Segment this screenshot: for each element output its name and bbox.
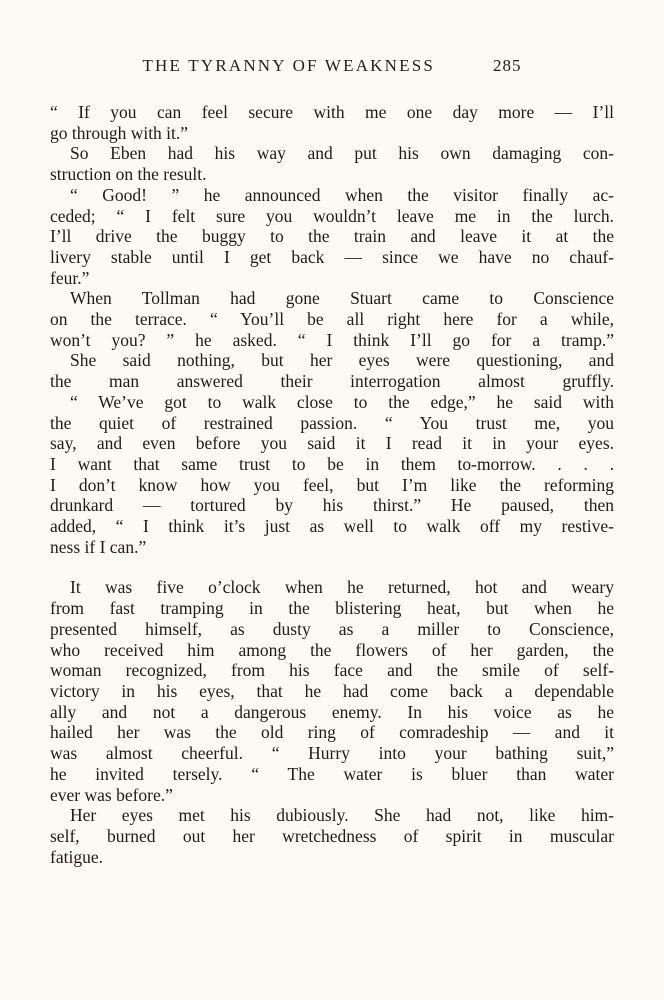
text-line: When Tollman had gone Stuart came to Conscience xyxy=(70,288,614,309)
paragraph xyxy=(50,805,614,867)
paragraph xyxy=(50,288,614,350)
text-line: I’ll drive the buggy to the train and leave it at the xyxy=(50,226,614,247)
text-line: the man answered their interrogation almost gruffly. xyxy=(50,371,614,392)
text-line: was almost cheerful. “ Hurry into your bathing suit,” xyxy=(50,743,614,764)
text-line: on the terrace. “ You’ll be all right here for a while, xyxy=(50,309,614,330)
paragraph xyxy=(50,185,614,289)
text-line: ever was before.” xyxy=(50,784,173,805)
text-line: hailed her was the old ring of comradeship — and it xyxy=(50,722,614,743)
text-line: It was five o’clock when he returned, hot and weary xyxy=(70,577,614,598)
text-line: I don’t know how you feel, but I’m like the reforming xyxy=(50,474,614,495)
text-line: from fast tramping in the blistering heat, but when he xyxy=(50,598,614,619)
text-line: self, burned out her wretchedness of spirit in muscular xyxy=(50,825,614,846)
text-line: who received him among the flowers of her garden, the xyxy=(50,639,614,660)
paragraph xyxy=(50,577,614,805)
text-line: feur.” xyxy=(50,267,90,288)
text-line: “ If you can feel secure with me one day more — I’ll xyxy=(50,102,614,122)
text-line: So Eben had his way and put his own damaging con- xyxy=(70,143,614,164)
text-line: She said nothing, but her eyes were questioning, and xyxy=(70,350,614,371)
page-body xyxy=(50,102,614,867)
text-line: victory in his eyes, that he had come back a dependable xyxy=(50,680,614,701)
running-title: THE TYRANNY OF WEAKNESS xyxy=(142,56,436,75)
text-line: the quiet of restrained passion. “ You trust me, you xyxy=(50,412,614,433)
text-line: presented himself, as dusty as a miller to Conscience, xyxy=(50,618,614,639)
text-line: ceded; “ I felt sure you wouldn’t leave me in the lurch. xyxy=(50,205,614,226)
text-line: ally and not a dangerous enemy. In his voice as he xyxy=(50,701,614,722)
page-header xyxy=(50,56,614,76)
text-line: struction on the result. xyxy=(50,164,207,185)
text-line: livery stable until I get back — since we have no chauf- xyxy=(50,246,614,267)
text-line: “ We’ve got to walk close to the edge,” he said with xyxy=(70,391,614,412)
text-line: drunkard — tortured by his thirst.” He paused, then xyxy=(50,495,614,516)
text-line: he invited tersely. “ The water is bluer than water xyxy=(50,763,614,784)
text-line: woman recognized, from his face and the smile of self- xyxy=(50,660,614,681)
text-line: “ Good! ” he announced when the visitor finally ac- xyxy=(70,184,614,205)
text-line: I want that same trust to be in them to-morrow. . . . xyxy=(50,453,614,474)
text-line: fatigue. xyxy=(50,846,103,867)
text-line: Her eyes met his dubiously. She had not, like him- xyxy=(70,805,614,826)
page-number: 285 xyxy=(493,56,522,75)
paragraph xyxy=(50,102,614,143)
text-line: won’t you? ” he asked. “ I think I’ll go for a tramp.” xyxy=(50,329,614,350)
paragraph xyxy=(50,350,614,391)
text-line: say, and even before you said it I read it in your eyes. xyxy=(50,433,614,454)
text-line: go through with it.” xyxy=(50,122,189,143)
paragraph xyxy=(50,143,614,184)
paragraph xyxy=(50,392,614,558)
text-line: added, “ I think it’s just as well to walk off my restive- xyxy=(50,516,614,537)
text-line: ness if I can.” xyxy=(50,536,147,557)
